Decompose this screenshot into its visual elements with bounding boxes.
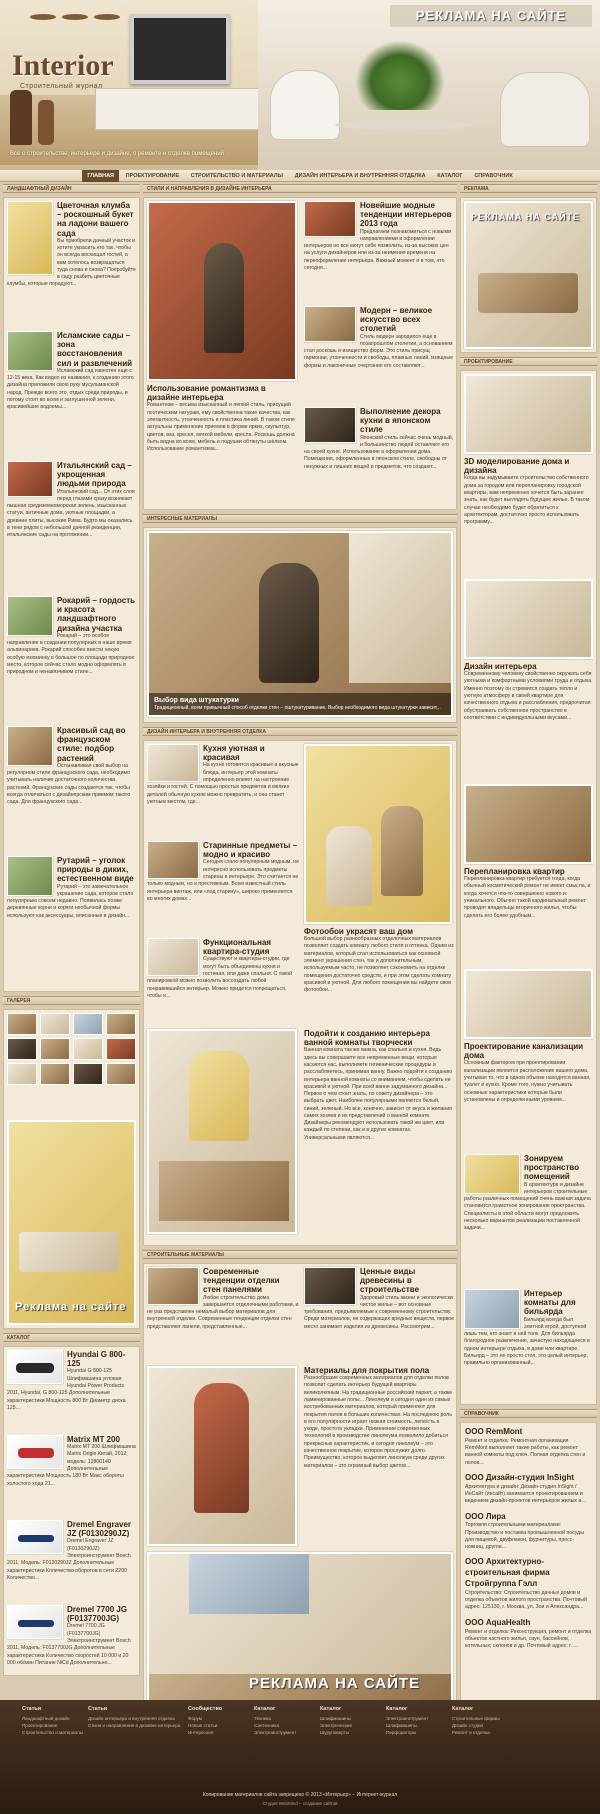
photo-wall-image[interactable] xyxy=(304,744,452,924)
nav-directory[interactable]: СПРАВОЧНИК xyxy=(474,173,513,179)
list-item xyxy=(7,1520,136,1600)
footer-link[interactable]: Сантехника xyxy=(254,1723,280,1729)
vase-icon xyxy=(38,100,54,145)
gallery-thumbnail[interactable] xyxy=(106,1013,136,1035)
article-thumbnail[interactable] xyxy=(147,744,199,782)
list-item xyxy=(7,1435,136,1515)
article-excerpt: Ванная комната так же важна, как спальня и кухня. Ведь здесь вы совершаете все непременные вещи, которые касаются нас, выполняете гигиенические процедуры и расслабляетесь, принимая ванну. Важно подойти к созданию интерьера ванной комнаты со вниманием, чтобы сделать ее красивой и уютной. При всей ванне задуманного дизайна... Первое о чем стоит знать, по совету дизайнера – это выбрать цвет. Наиболее популярными являются белый, синий, зеленый. Но все, конечно, зависит от вкуса и желания самих хозяев и их представлений о ванной комнате. Дизайнеры рекомендуют использовать такой же цвет, или каждый по степени, как и в других комнатах. Универсальными являются... xyxy=(304,1047,452,1141)
sofa-image xyxy=(19,1232,119,1272)
product-description: Hyundai G 800-125 Шлифмашина угловая Hyundai Power Products 2011, Hyundai, G 800-125 Дополнительные характеристики Мощность 800 Вт Диаметр диска 125... xyxy=(7,1368,126,1411)
gallery-ad-image[interactable] xyxy=(7,1120,136,1325)
article-title[interactable]: Функциональная квартира-студия xyxy=(203,938,272,957)
company-description: Строительство: Строительство дачных домов и отделка объектов жилого пространства. Почтовый адрес: 125130, г. Москва, ул. Зои и Александра... xyxy=(465,1589,587,1611)
article-excerpt: Предлагаем познакомиться с новыми направлениями в оформлении интерьеров не все могут себе позволить, из-за высоких цен на услуги дизайнеров или из-за неимения времени на переоформление интерьера. Важный момент и в том, что сегодня... xyxy=(304,228,451,271)
company-description: Ремонт и отделка: Ремонтная организация RemMont выполняет такие работы, как ремонт ванной комнаты под ключ. Полная отделка стен и полов... xyxy=(465,1437,586,1466)
section-header: СПРАВОЧНИК xyxy=(460,1409,597,1418)
article-excerpt: Любое строительство дома завершается отделочными работами, и не раз представлен немалый выбор материалов для внутренней отделки. Современные тенденции отделки стен представляют панели, представленные... xyxy=(147,1294,299,1330)
article-title[interactable]: Итальянский сад – укрощенная людьми природа xyxy=(57,461,132,489)
footer-link[interactable]: Шлифмашины xyxy=(320,1716,352,1722)
center-column xyxy=(143,184,457,1733)
article-thumbnail[interactable] xyxy=(464,1289,520,1329)
article-excerpt: Рокарий – это особое направление в создании популярных в наше время альпинариев. Рокарий способен внести некую особую изюминку в большое по площади природное место, которое сейчас стало модно оформлять в природном и ненавязчивом стиле... xyxy=(7,632,135,676)
footer-link[interactable]: Дизайн студии xyxy=(452,1723,484,1729)
gallery-thumbnail[interactable] xyxy=(73,1063,103,1085)
article-excerpt: Вы приобрели дачный участок и хотите украсить его так, чтобы он всегда восхищал гостей, а вам хотелось возвращаться туда снова и снова? Попробуйте в саду разбить цветочные клумбы, которые порадуют... xyxy=(7,237,136,288)
list-item xyxy=(147,841,299,933)
company-name[interactable]: ООО AquaHealth xyxy=(465,1617,531,1627)
footer-column-title: Каталог xyxy=(320,1706,342,1712)
gallery-thumbnail[interactable] xyxy=(7,1013,37,1035)
article-title[interactable]: Выполнение декора кухни в японском стиле xyxy=(360,407,441,435)
floor-image[interactable] xyxy=(147,1366,297,1546)
product-description: Dremel 7700 JG (F0137700JG) Электроинструмент Bosch 2011, Модель: F0137700JG Дополнительные характеристики Количество скоростей 10 000 и 20 000 об/мин Питание NiCd Дополнительно... xyxy=(7,1623,131,1666)
plant-image xyxy=(355,40,445,110)
footer-link[interactable]: Стили и направления в дизайне интерьера xyxy=(88,1723,181,1729)
article-excerpt: Основным фактором при проектировании канализации является расположение вашего дома, учитывая то, что в одном объеме находятся ванная, туалет и кухня. Кроме того, нужно учитывать основные характеристики которые были установлены и определенными уровнем... xyxy=(464,1060,591,1103)
article-thumbnail[interactable] xyxy=(7,726,53,766)
landscape-list xyxy=(3,197,140,992)
section-header: ИНТЕРЕСНЫЕ МАТЕРИАЛЫ xyxy=(143,514,457,523)
footer-link[interactable]: Электрические xyxy=(320,1723,353,1729)
bathroom-image[interactable] xyxy=(147,1029,297,1234)
article-excerpt: Рутарий – это замечательное украшение сада, которое стало популярным совсем недавно. Появилась позже деревянные корни и коряги необычной формы используют как аксессуары, вписанные в дизайн... xyxy=(7,883,134,919)
footer-link[interactable]: Техника xyxy=(254,1716,272,1722)
gallery-thumbnail[interactable] xyxy=(7,1063,37,1085)
interior-section xyxy=(143,740,457,1246)
footer-column-title: Каталог xyxy=(452,1706,474,1712)
list-item xyxy=(7,201,136,326)
section-header: ЛАНДШАФТНЫЙ ДИЗАЙН xyxy=(3,184,140,193)
gallery-ad-label[interactable]: Реклама на сайте xyxy=(15,1301,127,1314)
engraver-icon xyxy=(18,1535,54,1542)
article-thumbnail[interactable] xyxy=(304,1267,356,1305)
company-name[interactable]: ООО Дизайн-студия InSight xyxy=(465,1472,575,1482)
article-excerpt: Перепланировка квартир требуется тогда, когда обычный косметический ремонт не имеет смысла, и когда хочется что-то совершенно нового и уникального. Обычно такой кардинальный ремонт проводят владельцы вторичного жилья, чтобы сделать его более удобным... xyxy=(464,876,591,919)
article-title[interactable]: Новейшие модные тенденции интерьеров 2013 года xyxy=(360,201,452,229)
section-header: ГАЛЕРЕЯ xyxy=(3,996,140,1005)
article-title[interactable]: Дизайн интерьера xyxy=(464,662,537,671)
article-excerpt: Стиль модерн зародился еще в позапрошлом столетии, а основанием стал роскошь и изящество форм. Это стиль присущ гармонии, утонченности и свободы, плавных линий, изящные формы и лаконичные очертания его составляют... xyxy=(304,333,454,369)
article-title[interactable]: Цветочная клумба – роскошный букет на ладони вашего сада xyxy=(57,201,134,238)
article-thumbnail[interactable] xyxy=(304,306,356,342)
article-excerpt: Существуют и квартиры-студии, где могут быть объединены кухня и гостиная, или даже спальня. С такой планировкой можно позволить воссоздать любой понравившийся интерьер. Можно придется попрощаться, чтобы и... xyxy=(147,956,293,999)
footer-link[interactable]: Новые статьи xyxy=(188,1723,218,1729)
gallery-thumbnail[interactable] xyxy=(40,1038,70,1060)
article-excerpt: Японский стиль сейчас очень модный, и большинство людей оставляют его на своей кухне. Использование в оформлении дома. Помещения, оформленные в японском стиле, свободны от ненужных и лишних вещей и предметов, что создают... xyxy=(304,434,454,470)
article-thumbnail[interactable] xyxy=(7,461,53,497)
article-title[interactable]: Фотообои украсят ваш дом xyxy=(304,927,414,936)
company-name[interactable]: ООО Лира xyxy=(465,1511,506,1521)
article-excerpt: Большой выбор разнообразных отделочных материалов позволяет создать комнату любого стиля и оттенка. Одним из материалов, который стал использоваться как основной элемент украшения стен, так и дополнительным, используемым часто, не позволяет сэкономить на отделке помещения достаточно средств, и при этом сделать комнату красивой и уютной. Для любого помещения вы найдете свои фотообои... xyxy=(304,936,454,994)
article-title[interactable]: Красивый сад во французском стиле: подбор растений xyxy=(57,726,126,763)
article-title[interactable]: Интерьер комнаты для бильярда xyxy=(524,1289,576,1317)
section-header: СТИЛИ И НАПРАВЛЕНИЯ В ДИЗАЙНЕ ИНТЕРЬЕРА xyxy=(143,184,457,193)
materials-section xyxy=(143,1263,457,1733)
product-description: Matrix MT 200 Шлифмашина Matrix Origin Китай, 2012, модель: 12800140 Дополнительные характеристики Мощность 180 Вт Макс обороты холостого хода 21... xyxy=(7,1444,136,1487)
footer-column-title: Каталог xyxy=(386,1706,408,1712)
article-excerpt: Когда вы задумываете строительство собственного дома за городом или перепланировку городской квартиры, вам непременно хочется быть заранее знать, как будет выглядеть будущее жилье. В таком случае необходимо будет обратиться к архитекторам, достаточно просто использовать программу... xyxy=(464,475,590,526)
footer-column xyxy=(254,1706,320,1737)
gallery-thumbnail[interactable] xyxy=(106,1038,136,1060)
man-figure xyxy=(326,826,372,906)
product-title[interactable]: Matrix MT 200 xyxy=(67,1435,120,1444)
list-item xyxy=(147,744,299,836)
copyright: Копирование материалов сайта запрещено © 2013 «Интерьер» – Интернет-журнал xyxy=(202,1792,398,1798)
featured-image[interactable] xyxy=(147,531,453,717)
article-title[interactable]: 3D моделирование дома и дизайна xyxy=(464,457,570,476)
section-header: СТРОИТЕЛЬНЫЕ МАТЕРИАЛЫ xyxy=(143,1250,457,1259)
footer-link[interactable]: Ландшафтный дизайн xyxy=(22,1716,70,1722)
nav-interior[interactable]: ДИЗАЙН ИНТЕРЬЕРА И ВНУТРЕННЯЯ ОТДЕЛКА xyxy=(294,173,426,179)
tv-image xyxy=(130,14,230,84)
list-item xyxy=(464,374,593,574)
list-item xyxy=(464,579,593,779)
article-title[interactable]: Рокарий – гордость и красота ландшафтного дизайна участка xyxy=(57,596,136,633)
nav-catalog[interactable]: КАТАЛОГ xyxy=(437,173,463,179)
product-description: Dremel Engraver JZ (F0130290JZ) Электроинструмент Bosch 2011, Модель: F0130290JZ Дополнительные характеристики Количество оборотов в сети 2200 Количество... xyxy=(7,1538,131,1581)
list-item xyxy=(7,461,136,591)
article-title[interactable]: Использование романтизма в дизайне интерьера xyxy=(147,384,266,403)
gallery xyxy=(3,1009,140,1329)
right-ad xyxy=(460,197,597,353)
article-thumbnail[interactable] xyxy=(464,1154,520,1194)
gallery-thumbnail[interactable] xyxy=(40,1013,70,1035)
footer-column xyxy=(320,1706,386,1737)
vase-icon xyxy=(10,90,32,145)
gallery-thumbnail[interactable] xyxy=(73,1013,103,1035)
footer-column-title: Статьи xyxy=(22,1706,42,1712)
article-thumbnail[interactable] xyxy=(7,331,53,371)
right-ad-banner[interactable] xyxy=(464,201,593,349)
product-thumbnail[interactable] xyxy=(7,1605,63,1639)
site-tagline: Всё о строительстве, интерьере и дизайне, о ремонте и отделке помещений xyxy=(10,151,224,157)
armchair-image xyxy=(500,72,590,147)
article-title[interactable]: Старинные предметы – модно и красиво xyxy=(203,841,298,860)
list-item xyxy=(7,596,136,721)
list-item xyxy=(304,201,454,301)
article-image[interactable] xyxy=(464,784,593,864)
list-item xyxy=(147,938,299,1030)
nav-construction[interactable]: СТРОИТЕЛЬСТВО И МАТЕРИАЛЫ xyxy=(190,173,284,179)
sofa-image xyxy=(478,273,578,313)
article-title[interactable]: Материалы для покрытия пола xyxy=(304,1366,430,1375)
list-item xyxy=(304,407,454,507)
section-header: РЕКЛАМА xyxy=(460,184,597,193)
footer-link[interactable]: Ремонт и отделка xyxy=(452,1730,490,1736)
list-item xyxy=(7,1350,136,1430)
section-header: ПРОЕКТИРОВАНИЕ xyxy=(460,357,597,366)
article-thumbnail[interactable] xyxy=(304,407,356,443)
footer-link[interactable]: Шуруповерты xyxy=(320,1730,350,1736)
list-item xyxy=(464,1289,593,1405)
grinder-icon xyxy=(16,1363,54,1373)
list-item xyxy=(464,1154,593,1284)
article-image[interactable] xyxy=(464,374,593,454)
product-title[interactable]: Dremel 7700 JG (F0137700JG) xyxy=(67,1605,128,1624)
article-title[interactable]: Перепланировка квартир xyxy=(464,867,565,876)
footer-column xyxy=(22,1706,88,1737)
left-column xyxy=(3,184,140,1676)
header-ad-banner[interactable]: РЕКЛАМА НА САЙТЕ xyxy=(390,5,592,27)
footer-link[interactable]: Электроинструмент xyxy=(254,1730,297,1736)
article-excerpt: В архитектуре и дизайне интерьеров строительные работы различных помещений очень важная задача становится грамотное зонирование пространства. Специалисты в этой области могут предложить несколько вариантов реализации поставленной задачи... xyxy=(464,1181,591,1232)
featured-title[interactable]: Выбор вида штукатурки xyxy=(154,696,239,704)
site-subtitle: Строительный журнал xyxy=(20,83,103,90)
article-title[interactable]: Проектирование канализации дома xyxy=(464,1042,584,1061)
studio-credit[interactable]: Студия WebMind – создание сайтов xyxy=(262,1801,338,1806)
article-thumbnail[interactable] xyxy=(7,201,53,275)
article-thumbnail[interactable] xyxy=(304,201,356,237)
footer-link[interactable]: Шлифмашины xyxy=(386,1723,418,1729)
article-title[interactable]: Современные тенденции отделки стен панелями xyxy=(203,1267,280,1295)
company-description: Архитектура и дизайн: Дизайн-студия InSight / ИнСайт (инсайт) занимается проектированием и ведением дизайн-проектов интерьеров жилых и... xyxy=(465,1483,586,1505)
product-title[interactable]: Dremel Engraver JZ (F0130290JZ) xyxy=(67,1520,132,1539)
article-image[interactable] xyxy=(464,579,593,659)
article-thumbnail[interactable] xyxy=(7,596,53,636)
section-header: ДИЗАЙН ИНТЕРЬЕРА И ВНУТРЕННЯЯ ОТДЕЛКА xyxy=(143,727,457,736)
woman-figure xyxy=(259,563,319,683)
article-title[interactable]: Подойти к созданию интерьера ванной комнаты творчески xyxy=(304,1029,430,1048)
styles-section xyxy=(143,197,457,510)
woman-figure xyxy=(189,1051,249,1141)
list-item xyxy=(7,726,136,851)
gallery-thumbnail[interactable] xyxy=(7,1038,37,1060)
article-title[interactable]: Зонируем пространство помещений xyxy=(524,1154,580,1182)
design-section xyxy=(460,370,597,1405)
footer-link[interactable]: Электроинструмент xyxy=(386,1716,429,1722)
article-excerpt: Бильярд всегда был элитной игрой, доступной лишь тем, кто знает в ней толк. Для бильярда благородное развлечение, зачастую находящееся в одном интерьере отдыха, в доме или квартире. Бильярд – это не просто стол, это целый интерьер, правильно организованный... xyxy=(464,1316,590,1367)
company-description: Торговля строительными материалами: Производство и поставка промышленной посуды для пищевой, двуфлакон, фурнитуры, пресс-ножниц, другое... xyxy=(465,1522,584,1551)
list-item xyxy=(7,1605,136,1676)
list-item xyxy=(464,969,593,1149)
article-excerpt: Разнообразие современных материалов для отделки полов позволит сделать интерьер будущей квартиры великолепным. На традиционные российский паркет, а также ламинированные полы... Линолеум и сегодня один из самых востребованных материалов, который применяют для покрытия полов в больших количествах. На последнюю роль в его популярности играет низкая стоимость, легкость в уходе, простота укладки. Применение современных технологий в производстве линолеума позволило добиться прекрасных характеристик, и сегодня линолеум – это качественное покрытие, которое прослужит долго. Преимущество, которое выделяет линолеум среди других материалов – это огромный выбор цветов... xyxy=(304,1375,453,1469)
footer-column xyxy=(188,1706,254,1737)
list-item xyxy=(7,331,136,456)
woman-figure xyxy=(381,806,423,896)
article-title[interactable]: Кухня уютная и красивая xyxy=(203,744,265,763)
main-nav xyxy=(0,170,600,182)
featured-caption xyxy=(149,693,451,715)
list-item xyxy=(304,1267,454,1359)
product-title[interactable]: Hyundai G 800-125 xyxy=(67,1350,126,1369)
footer-links xyxy=(0,1700,600,1737)
site-header xyxy=(0,0,600,172)
grinder-icon xyxy=(18,1448,54,1458)
footer-link[interactable]: Дизайн интерьера и внутренняя отделка xyxy=(88,1716,175,1722)
site-logo[interactable]: Interior xyxy=(12,49,114,82)
footer-link[interactable]: Перфораторы xyxy=(386,1730,417,1736)
footer-column-title: Сообщество xyxy=(188,1706,223,1712)
article-title[interactable]: Ценные виды древесины в строительстве xyxy=(360,1267,420,1295)
product-thumbnail[interactable] xyxy=(7,1350,63,1384)
article-excerpt: Исламский сад известен еще с 12-15 века. Как видно из названия, к созданию этого дизайна приложили свою руку мусульманской народ. Прежде всего это, отдых среди природы, и потому стоят во всем и заглушенной зелени, красивейшие водоемы... xyxy=(7,367,134,411)
article-thumbnail[interactable] xyxy=(7,856,53,896)
article-excerpt: Романтизм – весьма изысканный и легкий стиль, присущий поэтическим натурам, ему свойственна такие качества, как элегантность, утонченность и пластика линий. В таком стиле актуальны применение приемов в форме ярких, скульптур, цветов, ваз, кресел, мягкой мебели, кресла. Роскошь должна быть видна во всем, мебель и подушки обтянуты шёлком. Использование романтизма... xyxy=(147,402,295,453)
footer-column-title: Каталог xyxy=(254,1706,276,1712)
footer-link[interactable]: Интересное xyxy=(188,1730,214,1736)
product-thumbnail[interactable] xyxy=(7,1520,63,1554)
gallery-thumbnail[interactable] xyxy=(106,1063,136,1085)
footer-link[interactable]: Форум xyxy=(188,1716,202,1722)
nav-design[interactable]: ПРОЕКТИРОВАНИЕ xyxy=(125,173,180,179)
list-item xyxy=(147,1267,299,1359)
company-name[interactable]: ООО RemMont xyxy=(465,1427,523,1436)
article-title[interactable]: Модерн – великое искусство всех столетий xyxy=(360,306,433,334)
footer-column xyxy=(88,1706,188,1737)
article-excerpt: Сегодня стало популярным модным, не интересно использовать предметы старины в интерьере. Это считается не только модным, но и престижным. Всем известный стиль интерьера винтаж, или «под старину», широко применяется во многих домах... xyxy=(147,859,299,902)
right-ad-label[interactable]: РЕКЛАМА НА САЙТЕ xyxy=(471,212,581,222)
company-description: Ремонт и отделка: Реконструкция, ремонт и отделка объектов частного жилья, саун, бассейнов, котельных; склонов и др. Почтовый адрес: г. ... xyxy=(465,1628,592,1650)
woman-figure xyxy=(194,1383,249,1513)
rotary-tool-icon xyxy=(18,1620,54,1627)
list-item xyxy=(464,784,593,964)
article-thumbnail[interactable] xyxy=(147,938,199,976)
article-thumbnail[interactable] xyxy=(147,841,199,879)
nav-home[interactable]: ГЛАВНАЯ xyxy=(82,170,119,182)
company-name[interactable]: ООО Архитектурно-строительная фирма Стройгруппа Гэлл xyxy=(465,1557,550,1589)
article-excerpt: Останавливая свой выбор на регулярном стиле французского сада, необходимо учитывать наличие достаточного количества растений. Французские сады создаются так, чтобы всегда отличаться с дизайнерским приемом такого сада. Для французского сада... xyxy=(7,762,131,806)
footer-column xyxy=(452,1706,518,1737)
directory-list xyxy=(460,1422,597,1720)
interesting-section xyxy=(143,527,457,723)
article-excerpt: Современному человеку свойственно окружать себя уютными и комфортными условиями труда и отдыха. Именно поэтому он стремится создать тепло и уютную атмосферу в своей квартире для качественного отдыха и расслабления, предпочитая обустраивать собственное пространство в соответствии с индивидуальными вкусами... xyxy=(464,671,593,721)
article-excerpt: Итальянский сад... От этих слов перед глазами сразу возникает пышная средиземноморская зелень, изысканные статуи, античные дома, уютные площадки, а древние плиты, высокие Рима. Будто мы оказались в тени рядом с небольшой дачной резиденции, итальянские сады на протяжении... xyxy=(7,488,135,539)
list-item xyxy=(304,306,454,402)
article-excerpt: На кухне готовятся красивые и вкусные блюда, интерьер этой комнаты определенно влияет на настроение хозяйки и гостей. С помощью простых предметов и мелких деталей обычную кухню можно превратить, и она станет уютным местом, где... xyxy=(147,762,299,805)
footer-link[interactable]: Строительные фирмы xyxy=(452,1716,500,1722)
footer-link[interactable]: Проектирование xyxy=(22,1723,58,1729)
product-thumbnail[interactable] xyxy=(7,1435,63,1469)
featured-text: Традиционный, всем привычный способ отделки стен – оштукатуривание. Выбор необходимого вида штукатурки зависит... xyxy=(154,705,441,712)
article-excerpt: Здоровый стиль жизни и экологически чистое жилье – вот основные требования, предъявляемые к современному строительству. Среди материалов, не содержащих вредных веществ, первое место занимает изделия из древесины. Рассмотрим... xyxy=(304,1294,454,1330)
center-ad-label[interactable]: РЕКЛАМА НА САЙТЕ xyxy=(249,1675,421,1692)
gallery-thumbnail[interactable] xyxy=(40,1063,70,1085)
footer-column-title: Статьи xyxy=(88,1706,108,1712)
article-main-image[interactable] xyxy=(147,201,297,381)
skylight-image xyxy=(189,1554,309,1614)
site-footer xyxy=(0,1700,600,1814)
woman-figure xyxy=(204,243,244,353)
catalog-list xyxy=(3,1346,140,1676)
armchair-image xyxy=(270,70,340,140)
gallery-thumbnail[interactable] xyxy=(73,1038,103,1060)
section-header: КАТАЛОГ xyxy=(3,1333,140,1342)
article-image[interactable] xyxy=(464,969,593,1039)
list-item xyxy=(7,856,136,976)
footer-column xyxy=(386,1706,452,1737)
footer-link[interactable]: Строительство и материалы xyxy=(22,1730,83,1736)
article-title[interactable]: Исламские сады – зона восстановления сил и развлечений xyxy=(57,331,133,368)
article-thumbnail[interactable] xyxy=(147,1267,199,1305)
right-column xyxy=(460,184,597,1720)
article-title[interactable]: Рутарий – уголок природы в диких, естественном виде xyxy=(57,856,134,884)
